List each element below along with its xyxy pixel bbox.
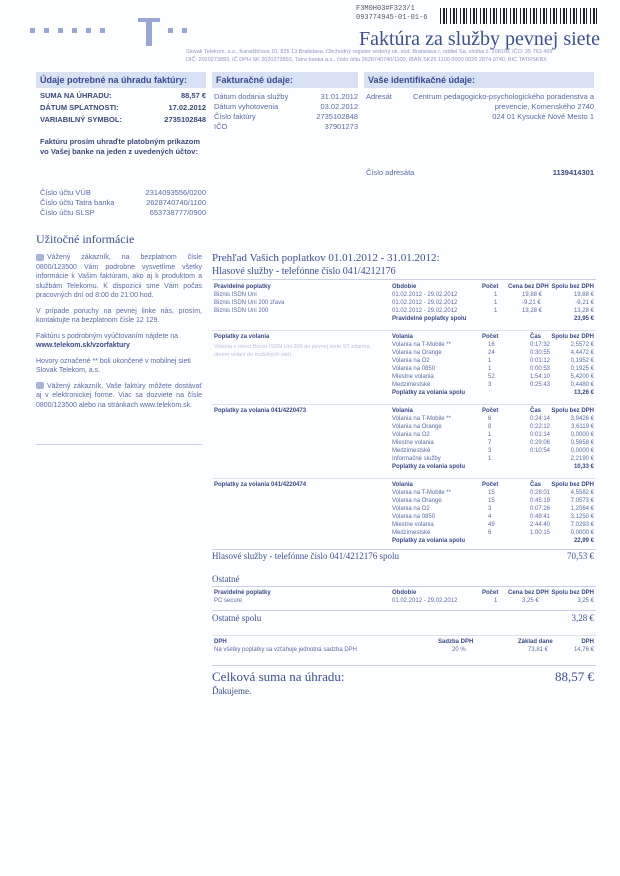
table-row: Volania na Orange 24 0:30:55 4,4472 € xyxy=(392,350,594,356)
useful-p4: Hovory označené ** boli ukončené v mobilnej sieti Slovak Telekom, a.s. xyxy=(36,357,191,374)
table-row: Volania na 0850 4 0:49:41 3,1250 € xyxy=(392,514,594,520)
barcode-text: F3M0H03#F323/1 093774945-01-01-6 xyxy=(356,5,428,22)
table-header: Poplatky za volania 041/4220473 Volania Počet Čas Spolu bez DPH xyxy=(214,408,594,414)
table-row: Volania na T-Mobile ** 16 0:17:32 2,5572 € xyxy=(392,342,594,348)
voice-title: Hlasové služby - telefónne číslo 041/4212176 xyxy=(212,266,596,280)
table-row: Volania na O2 3 0:07:26 1,2064 € xyxy=(392,506,594,512)
other-fees-table xyxy=(212,590,596,606)
payment-row: DÁTUM SPLATNOSTI: 17.02.2012 xyxy=(40,103,206,112)
payment-box xyxy=(36,72,206,157)
account-row: Číslo účtu Tatra banka 2628740740/1100 xyxy=(40,198,206,207)
grand-total-row xyxy=(212,665,596,684)
calls-table-main xyxy=(212,330,596,398)
table-row: Biznis ISDN Uni 01.02.2012 - 29.02.2012 1 19,88 € 19,88 € xyxy=(214,292,594,298)
invoice-row: Dátum vyhotovenia 03.02.2012 xyxy=(214,102,358,111)
account-row: Číslo účtu VÚB 2314093556/0200 xyxy=(40,188,206,197)
useful-p5: Vážený zákazník, Vaše faktúry môžete dostávať aj v elektronickej forme. Viac sa dozviete na čísle 0800/123500 alebo na stránkach www.telekom.sk. xyxy=(36,382,202,409)
table-row: Medzimestské 3 0:10:54 0,0000 € xyxy=(392,448,594,454)
other-title: Ostatné xyxy=(212,574,596,587)
table-header: Pravidelné poplatky Obdobie Počet Cena bez DPH Spolu bez DPH xyxy=(214,590,594,596)
table-row: Miestne volania 7 0:29:06 0,5658 € xyxy=(392,440,594,446)
table-row: Volania na Orange 15 0:45:19 7,0573 € xyxy=(392,498,594,504)
table-sum-row: Poplatky za volania spolu 10,33 € xyxy=(392,464,594,470)
table-row: Informačné služby 1 2,2190 € xyxy=(392,456,594,462)
useful-title: Užitočné informácie xyxy=(36,232,135,246)
invoice-box xyxy=(212,72,358,132)
address-block: Adresát Centrum pedagogicko-psychologického poradenstva a prevencie, Komenského 2740 024 01 Kysucké Nové Mesto 1 xyxy=(366,92,594,121)
useful-info xyxy=(36,232,202,410)
table-row: Volania na O2 1 0:01:14 0,0000 € xyxy=(392,432,594,438)
invoice-header: Fakturačné údaje: xyxy=(212,72,358,88)
table-row: Volania na T-Mobile ** 15 0:28:01 4,5582 € xyxy=(392,490,594,496)
company-info: Slovak Telekom, a.s., Karadžičova 10, 825 13 Bratislava. Obchodný register vedený ok. súd. Bratislava I, oddiel Sa, vložka č. 2081/B, IČO: 35 763 469 DIČ: 2020273893, IČ DPH SK 2020273893, Tatra banka a.s., číslo účtu 2628740740/1100, IBAN SK26 1100 0000 0026 2874 0740, BIC TATRSKBX xyxy=(186,49,553,63)
table-header: Poplatky za volania Volania Počet Čas Spolu bez DPH xyxy=(214,334,594,340)
table-row: Volania na Orange 8 0:22:12 3,6119 € xyxy=(392,424,594,430)
table-row: PC secure 01.02.2012 - 29.02.2012 1 3,25 € 3,25 € xyxy=(214,598,594,604)
calls-table-474 xyxy=(212,478,596,546)
overview-title: Prehľad Vašich poplatkov 01.01.2012 - 31.01.2012: xyxy=(212,252,440,264)
telekom-logo xyxy=(30,18,180,46)
invoice-row: IČO 37901273 xyxy=(214,122,358,131)
overview xyxy=(212,252,596,696)
table-row: Biznis ISDN Uni 200 01.02.2012 - 29.02.2012 1 13,28 € 13,28 € xyxy=(214,308,594,314)
table-row: Miestne volania 49 2:44:40 7,0293 € xyxy=(392,522,594,528)
document-title: Faktúra za služby pevnej siete xyxy=(358,28,600,50)
useful-p2: V prípade poruchy na pevnej linke nás, prosím, kontaktujte na bezplatnom čísle 12 129. xyxy=(36,307,202,324)
other-total-row: Ostatné spolu 3,28 € xyxy=(212,610,596,625)
table-sum-row: Poplatky za volania spolu 22,99 € xyxy=(392,538,594,544)
divider xyxy=(36,444,202,445)
table-sum-row: Poplatky za volania spolu 13,26 € xyxy=(392,390,594,396)
table-row: Volania na 0850 1 0:00:53 0,1925 € xyxy=(392,366,594,372)
invoice-row: Číslo faktúry 2735102848 xyxy=(214,112,358,121)
calls-note: Volania v rámci Biznis ISDN Uni 200 do pevnej siete ST zdarma, okrem volaní do mobilných sietí. xyxy=(214,344,372,358)
table-header: Poplatky za volania 041/4220474 Volania Počet Čas Spolu bez DPH xyxy=(214,482,594,488)
useful-p1: Vážený zákazník, na bezplatnom čísle 0800/123500 Vám podrobne vysvetlíme všetky informácie k Vašim faktúram, ako aj k produktom a službám Telekomu. K dispozícii sme Vám počas pracovných dní od 8:00 do 21:00 hod. xyxy=(36,254,202,299)
thanks-text: Ďakujeme. xyxy=(212,686,252,696)
payment-row: SUMA NA ÚHRADU: 88,57 € xyxy=(40,91,206,100)
vzorfaktury-link[interactable]: www.telekom.sk/vzorfaktury xyxy=(36,342,130,349)
table-header: DPH Sadzba DPH Základ dane DPH xyxy=(214,639,594,645)
table-sum-row: Pravidelné poplatky spolu 23,95 € xyxy=(392,316,594,322)
table-row: Volania na T-Mobile ** 6 0:24:14 3,9426 € xyxy=(392,416,594,422)
dph-table xyxy=(212,635,596,655)
grand-total-value: 88,57 € xyxy=(555,669,594,684)
account-row: Číslo účtu SLSP 653738777/0900 xyxy=(40,208,206,217)
table-row: Medzimestské 6 1:00:15 0,0000 € xyxy=(392,530,594,536)
table-header: Pravidelné poplatky Obdobie Počet Cena bez DPH Spolu bez DPH xyxy=(214,284,594,290)
identity-box xyxy=(364,72,594,178)
invoice-row: Dátum dodania služby 31.01.2012 xyxy=(214,92,358,101)
phone-icon xyxy=(36,254,44,261)
payment-header: Údaje potrebné na úhradu faktúry: xyxy=(36,72,206,88)
table-row: Biznis ISDN Uni 200 zľava 01.02.2012 - 29.02.2012 1 -9,21 € -9,21 € xyxy=(214,300,594,306)
account-list xyxy=(40,188,206,218)
customer-row: Číslo adresáta 1139414301 xyxy=(366,168,594,177)
envelope-icon xyxy=(36,382,44,389)
voice-total-row: Hlasové služby - telefónne číslo 041/4212176 spolu 70,53 € xyxy=(212,549,596,564)
useful-p3: Faktúru s podrobným vyúčtovaním nájdete na xyxy=(36,332,179,340)
table-row: Na všetky poplatky sa vzťahuje jednotná sadzba DPH 20 % 73,81 € 14,76 € xyxy=(214,647,594,653)
table-row: Volania na O2 1 0:01:12 0,1952 € xyxy=(392,358,594,364)
payment-row: VARIABILNÝ SYMBOL: 2735102848 xyxy=(40,115,206,124)
barcode xyxy=(440,8,600,24)
calls-table-473 xyxy=(212,404,596,472)
table-row: Medzimestské 3 0:25:43 0,4480 € xyxy=(392,382,594,388)
identity-header: Vaše identifikačné údaje: xyxy=(364,72,594,88)
regular-fees-table xyxy=(212,284,596,324)
payment-note: Faktúru prosím uhraďte platobným príkazom vo Vašej banke na jeden z uvedených účtov: xyxy=(40,137,200,156)
table-row: Miestne volania 52 1:54:10 5,4200 € xyxy=(392,374,594,380)
grand-total-label: Celková suma na úhradu: xyxy=(212,669,345,684)
